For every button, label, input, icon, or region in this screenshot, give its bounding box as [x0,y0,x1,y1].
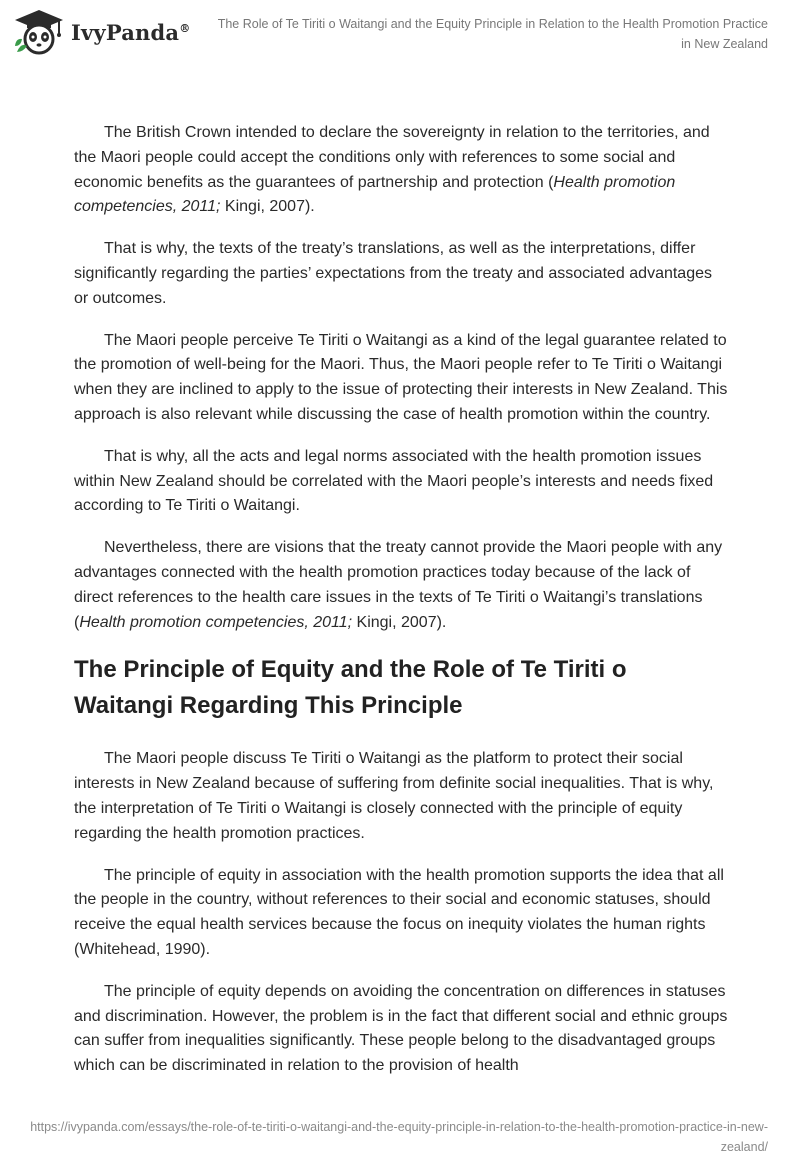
document-title: The Role of Te Tiriti o Waitangi and the Equity Principle in Relation to the Health Promotion Practice in New Zealand [217,17,768,51]
paragraph [74,121,730,220]
paragraph: The principle of equity depends on avoiding the concentration on differences in statuses and discrimination. However, the problem is in the fact that different social and ethnic groups can suffer from inequalities significantly. These people belong to the disadvantaged groups which can be discriminated in relation to the provision of health [74,982,728,1075]
essay-content [74,121,730,1079]
footer-source-url[interactable]: https://ivypanda.com/essays/the-role-of-te-tiriti-o-waitangi-and-the-equity-principle-in-relation-to-the-health-promotion-practice-in-new-zealand/ [30,1120,768,1154]
citation-rest: Kingi, 2007). [352,613,447,631]
paragraph: That is why, the texts of the treaty’s translations, as well as the interpretations, differ significantly regarding the parties’ expectations from the treaty and associated advantages or outcomes. [74,240,712,307]
paragraph-text: Nevertheless, there are visions that the treaty cannot provide the Maori people with any advantages connected with the health promotion practices today because of the lack of direct references to the health care issues in the texts of Te Tiriti o Waitangi’s translations ( [74,539,723,631]
page-header [0,0,800,60]
paragraph: The Maori people discuss Te Tiriti o Waitangi as the platform to protect their social interests in New Zealand because of suffering from definite social inequalities. That is why, the interpretation of Te Tiriti o Waitangi is closely connected with the principle of equity regarding the health promotion practices. [74,750,714,842]
paragraph: The principle of equity in association with the health promotion supports the idea that all the people in the country, without references to their social and economic statuses, should receive the equal health services because the focus on inequity violates the human rights (Whitehead, 1990). [74,866,724,958]
paragraph: That is why, all the acts and legal norms associated with the health promotion issues within New Zealand should be correlated with the Maori people’s interests and needs fixed according to Te Tiriti o Waitangi. [74,447,714,515]
paragraph: The Maori people perceive Te Tiriti o Waitangi as a kind of the legal guarantee related to the promotion of well-being for the Maori. Thus, the Maori people refer to Te Tiriti o Waitangi when they are inclined to apply to the issue of protecting their interests in New Zealand. This approach is also relevant while discussing the case of health promotion within the country. [74,331,728,423]
citation-rest: Kingi, 2007). [220,198,315,216]
citation-italic: Health promotion competencies, 2011; [79,613,353,631]
section-heading: The Principle of Equity and the Role of Te Tiriti o Waitangi Regarding This Principle [74,656,627,720]
logo-wordmark [71,20,190,45]
paragraph-text: The British Crown intended to declare the sovereignty in relation to the territories, and the Maori people could accept the conditions only with references to some social and economic benefits as the guarantees of partnership and protection ( [74,124,710,191]
brand-name: IvyPanda [71,19,180,45]
panda-graduation-icon [13,8,65,56]
registered-mark: ® [179,21,191,35]
citation-italic: Health promotion competencies, 2011; [74,173,676,216]
ivypanda-logo[interactable] [13,8,190,56]
paragraph [74,536,730,635]
